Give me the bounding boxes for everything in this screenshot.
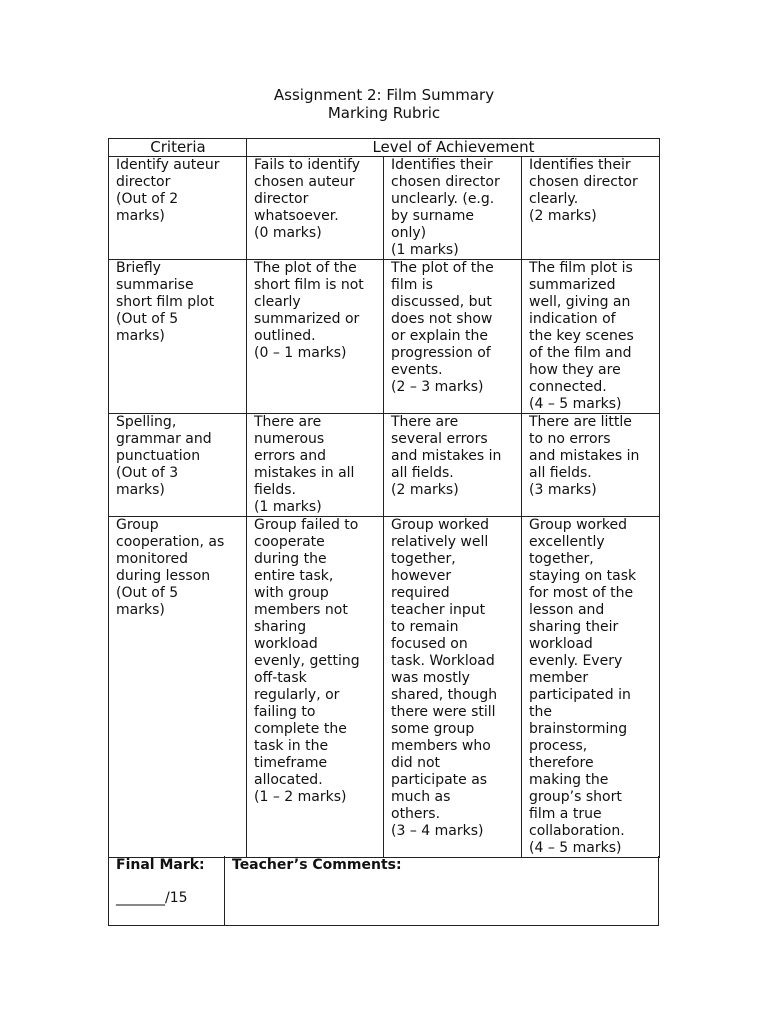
table-row (109, 517, 660, 858)
criteria-header: Criteria (109, 139, 247, 157)
final-mark-score: _______/15 (116, 890, 188, 906)
final-mark-section (108, 856, 659, 926)
title-block (0, 86, 768, 122)
criteria-cell: Spelling, grammar and punctuation (Out of 3 marks) (109, 414, 247, 517)
level-of-achievement-header: Level of Achievement (247, 139, 660, 157)
document-title: Assignment 2: Film Summary (273, 86, 495, 104)
criteria-cell: Briefly summarise short film plot (Out of 5 marks) (109, 260, 247, 414)
rubric-table (108, 138, 660, 858)
table-row (109, 260, 660, 414)
mid-achievement-cell: The plot of the film is discussed, but does not show or explain the progression of events. (2 – 3 marks) (384, 260, 522, 414)
low-achievement-cell: There are numerous errors and mistakes in all fields. (1 marks) (247, 414, 384, 517)
table-row (109, 157, 660, 260)
high-achievement-cell: Group worked excellently together, staying on task for most of the lesson and sharing their workload evenly. Every member participated in the brainstorming process, therefore making the group’s short film a true collaboration. (4 – 5 marks) (522, 517, 660, 858)
footer-divider (224, 856, 225, 925)
low-achievement-cell: Group failed to cooperate during the entire task, with group members not sharing workload evenly, getting off-task regularly, or failing to complete the task in the timeframe allocated. (1 – 2 marks) (247, 517, 384, 858)
low-achievement-cell: Fails to identify chosen auteur director whatsoever. (0 marks) (247, 157, 384, 260)
teacher-comments-label: Teacher’s Comments: (232, 857, 402, 873)
mid-achievement-cell: There are several errors and mistakes in all fields. (2 marks) (384, 414, 522, 517)
low-achievement-cell: The plot of the short film is not clearly summarized or outlined. (0 – 1 marks) (247, 260, 384, 414)
high-achievement-cell: There are little to no errors and mistakes in all fields. (3 marks) (522, 414, 660, 517)
mid-achievement-cell: Identifies their chosen director unclearly. (e.g. by surname only) (1 marks) (384, 157, 522, 260)
criteria-cell: Group cooperation, as monitored during lesson (Out of 5 marks) (109, 517, 247, 858)
high-achievement-cell: The film plot is summarized well, giving an indication of the key scenes of the film and how they are connected. (4 – 5 marks) (522, 260, 660, 414)
table-header-row (109, 139, 660, 157)
criteria-cell: Identify auteur director (Out of 2 marks) (109, 157, 247, 260)
high-achievement-cell: Identifies their chosen director clearly. (2 marks) (522, 157, 660, 260)
mid-achievement-cell: Group worked relatively well together, however required teacher input to remain focused on task. Workload was mostly shared, though there were still some group members who did not participate as much as others. (3 – 4 marks) (384, 517, 522, 858)
table-row (109, 414, 660, 517)
final-mark-label: Final Mark: (116, 857, 205, 873)
document-subtitle: Marking Rubric (327, 104, 441, 122)
